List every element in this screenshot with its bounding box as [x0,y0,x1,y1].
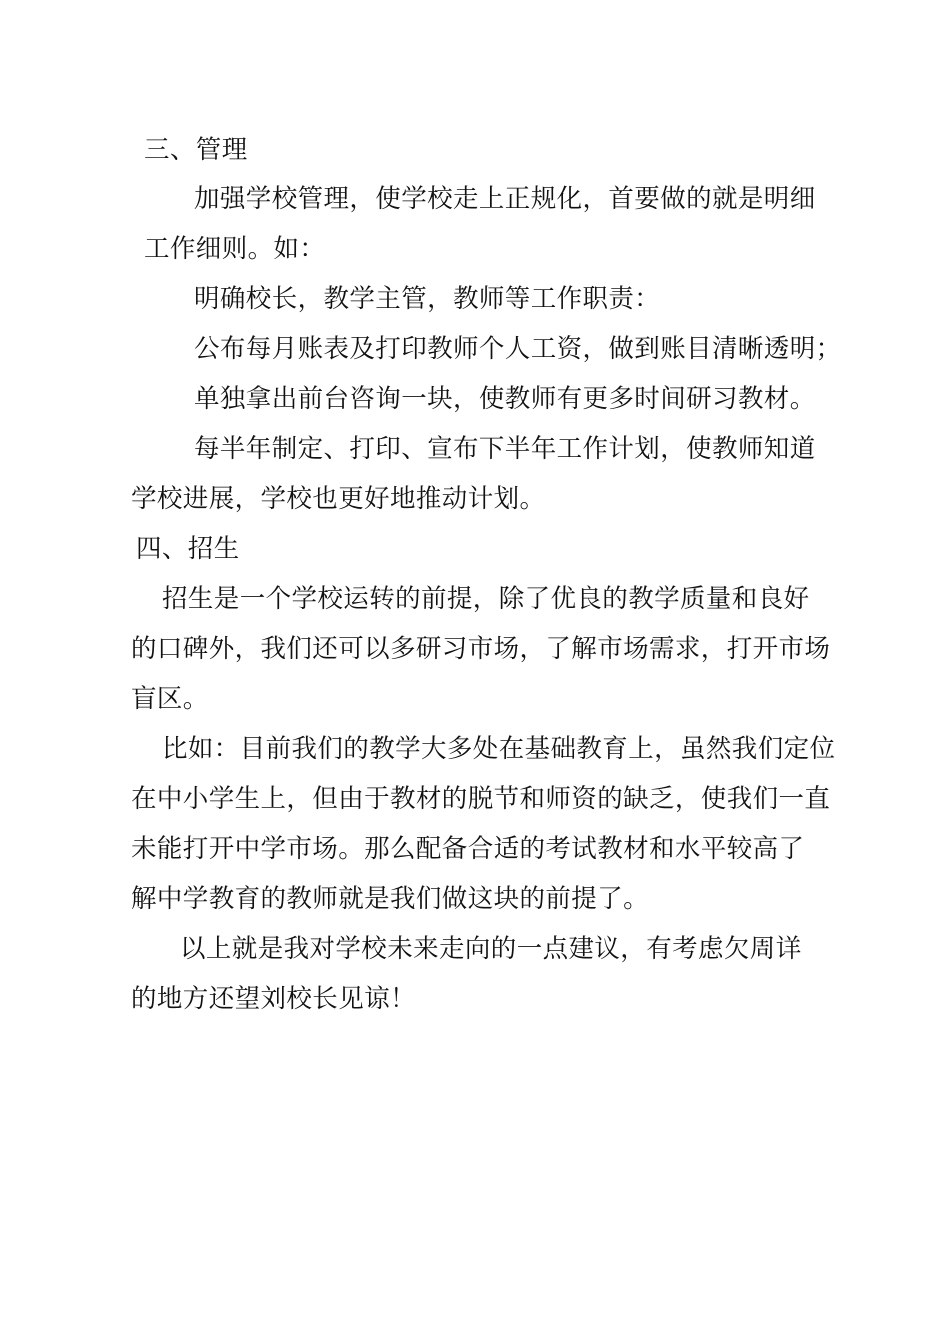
section-heading-management: 三、管理 [144,135,248,165]
section-heading-enrollment: 四、招生 [136,534,240,564]
enrollment-example-line: 比如：目前我们的教学大多处在基础教育上，虽然我们定位 [162,734,836,764]
enrollment-paragraph-line: 的口碑外，我们还可以多研习市场，了解市场需求，打开市场 [131,634,831,664]
management-list-item: 明确校长，教学主管，教师等工作职责： [194,284,661,314]
enrollment-example-line: 解中学教育的教师就是我们做这块的前提了。 [131,884,650,914]
closing-line: 以上就是我对学校未来走向的一点建议，有考虑欠周详 [180,934,802,964]
management-list-item: 公布每月账表及打印教师个人工资，做到账目清晰透明； [194,334,842,364]
closing-line: 的地方还望刘校长见谅！ [131,984,416,1014]
management-list-item: 单独拿出前台咨询一块，使教师有更多时间研习教材。 [194,384,816,414]
management-plan-line: 每半年制定、打印、宣布下半年工作计划，使教师知道 [194,434,816,464]
management-plan-line: 学校进展，学校也更好地推动计划。 [131,484,546,514]
enrollment-example-line: 在中小学生上，但由于教材的脱节和师资的缺乏，使我们一直 [131,784,831,814]
management-paragraph-line: 加强学校管理，使学校走上正规化，首要做的就是明细 [194,184,816,214]
enrollment-paragraph-line: 盲区。 [131,684,209,714]
management-paragraph-line: 工作细则。如： [144,234,326,264]
enrollment-paragraph-line: 招生是一个学校运转的前提，除了优良的教学质量和良好 [162,584,810,614]
enrollment-example-line: 未能打开中学市场。那么配备合适的考试教材和水平较高了 [131,834,805,864]
